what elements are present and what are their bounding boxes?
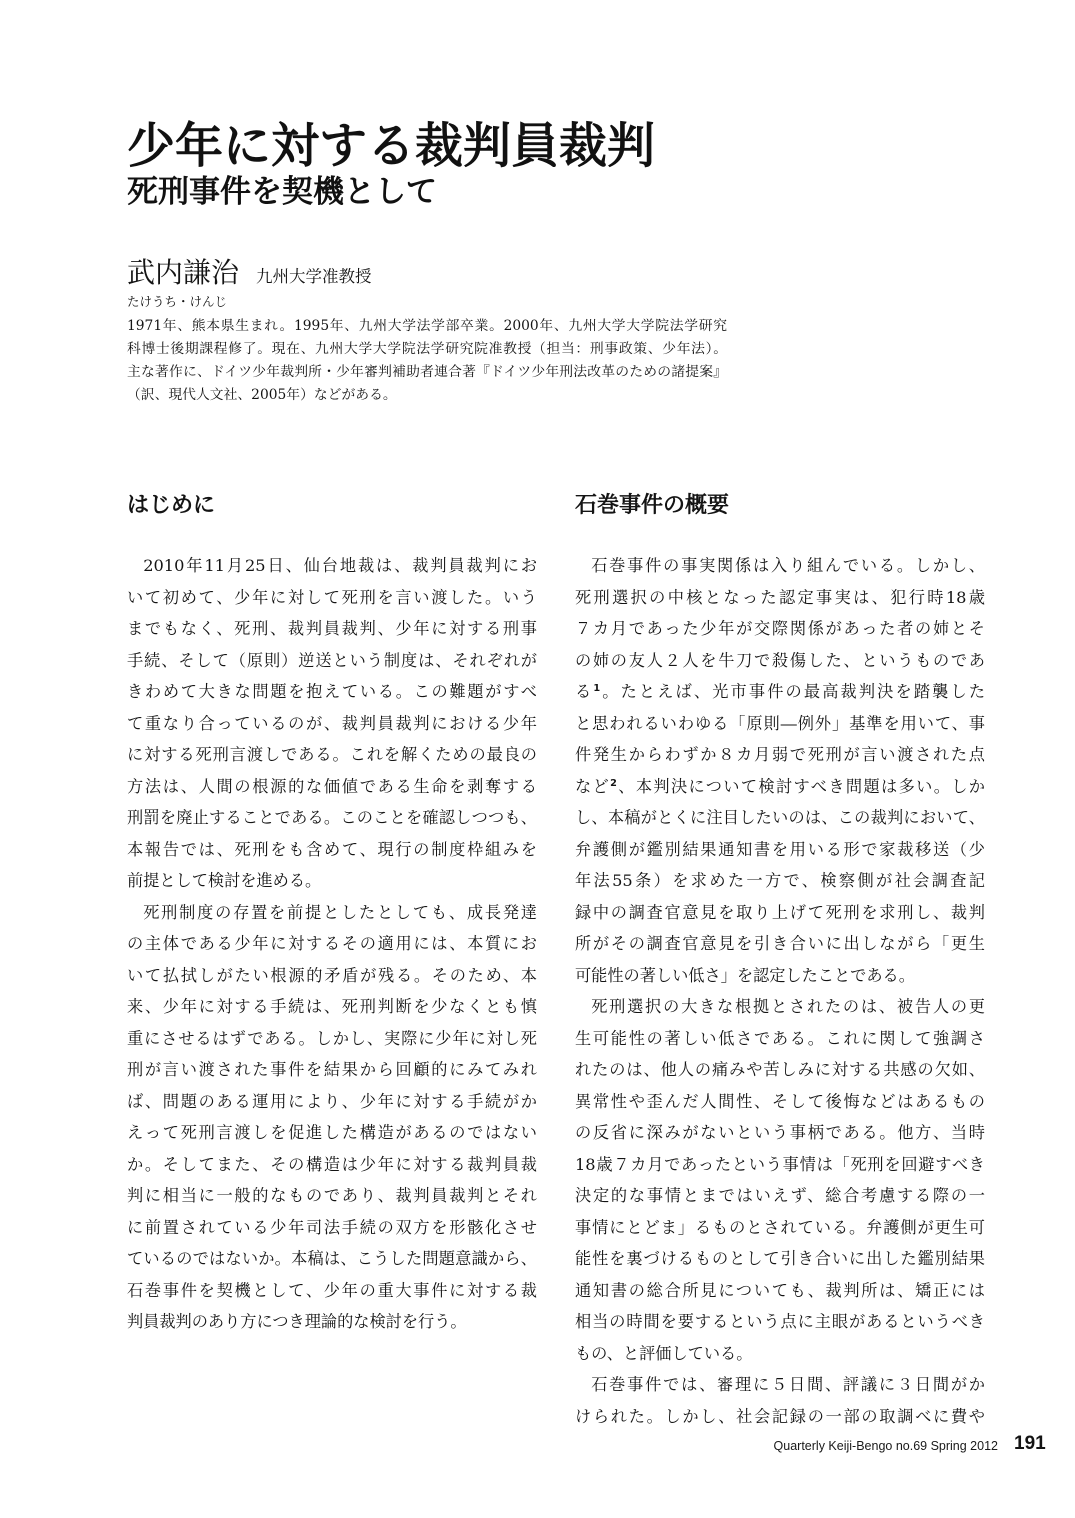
body-line: に前置されている少年司法手続の双方を形骸化させ (127, 1217, 537, 1237)
body-line (575, 771, 985, 803)
article-subtitle: 死刑事件を契機として (127, 174, 437, 210)
line-text: など (575, 776, 611, 796)
body-line: 可能性の著しい低さ」を認定したことである。 (575, 965, 915, 985)
body-line: 判員裁判のあり方につき理論的な検討を行う。 (127, 1312, 467, 1331)
body-line: 2010年11月25日、仙台地裁は、裁判員裁判にお (143, 556, 537, 575)
body-line: 異常性や歪んだ人間性、そして後悔などはあるもの (575, 1091, 985, 1111)
body-line: 通知書の総合所見についても、裁判所は、矯正には (575, 1280, 985, 1300)
body-line: 能性を裏づけるものとして引き合いに出した鑑別結果 (575, 1249, 985, 1268)
body-line: 刑罰を廃止することである。このことを確認しつつも、 (127, 808, 537, 827)
section-heading-introduction: はじめに (127, 492, 216, 518)
body-line: 石巻事件では、審理に５日間、評議に３日間がか (591, 1375, 985, 1394)
author-byline (127, 256, 372, 290)
body-line: れたのは、他人の痛みや苦しみに対する共感の欠如、 (575, 1060, 985, 1079)
body-line: 死刑制度の存置を前提としたとしても、成長発達 (143, 902, 537, 922)
body-line: 生可能性の著しい低さである。これに関して強調さ (575, 1028, 985, 1048)
body-line: 方法は、人間の根源的な価値である生命を剥奪する (127, 776, 537, 796)
body-line: 18歳７カ月であったという事情は「死刑を回避すべき (575, 1154, 985, 1174)
bio-line: （訳、現代人文社、2005年）などがある。 (127, 387, 397, 403)
bio-line: 科博士後期課程修了。現在、九州大学大学院法学研究院准教授（担当：刑事政策、少年法）。 (127, 341, 727, 357)
body-line: て重なり合っているのが、裁判員裁判における少年 (127, 713, 537, 733)
body-line: 弁護側が鑑別結果通知書を用いる形で家裁移送（少 (575, 839, 985, 859)
body-line: 相当の時間を要するという点に主眼があるというべき (575, 1312, 985, 1331)
page-number: 191 (1014, 1433, 1046, 1454)
footnote-marker: 2 (610, 777, 617, 789)
body-line: 石巻事件を契機として、少年の重大事件に対する裁 (127, 1280, 537, 1300)
body-line: か。そしてまた、その構造は少年に対する裁判員裁 (127, 1154, 537, 1174)
bio-line: 主な著作に、ドイツ少年裁判所・少年審判補助者連合著『ドイツ少年刑法改革のための諸提案』 (127, 364, 727, 380)
left-column-text (127, 550, 537, 1338)
author-name-reading: たけうち・けんじ (127, 294, 228, 309)
right-column-text (575, 550, 985, 1432)
body-line: 前提として検討を進める。 (127, 871, 322, 890)
body-line: の反省に深みがないという事柄である。他方、当時 (575, 1123, 985, 1142)
author-affiliation: 九州大学准教授 (256, 267, 372, 286)
body-line: えって死刑言渡しを促進した構造があるのではない (127, 1123, 537, 1142)
body-line: 刑が言い渡された事件を結果から回顧的にみてみれ (127, 1060, 537, 1079)
line-text: 、本判決について検討すべき問題は多い。しか (616, 776, 985, 796)
body-line: 来、少年に対する手続は、死刑判断を少なくとも慎 (127, 997, 537, 1016)
body-line: きわめて大きな問題を抱えている。この難題がすべ (127, 682, 537, 701)
body-line: 録中の調査官意見を取り上げて死刑を求刑し、裁判 (575, 902, 985, 922)
body-line: 死刑選択の大きな根拠とされたのは、被告人の更 (591, 997, 985, 1016)
body-line: 年法55条）を求めた一方で、検察側が社会調査記 (575, 871, 985, 890)
body-line: 重にさせるはずである。しかし、実際に少年に対し死 (127, 1028, 537, 1048)
line-text: る (575, 682, 594, 701)
body-line: 石巻事件の事実関係は入り組んでいる。しかし、 (591, 556, 985, 575)
line-text: 。たとえば、光市事件の最高裁判決を踏襲した (600, 682, 986, 701)
footnote-marker: 1 (593, 683, 601, 695)
body-line: けられた。しかし、社会記録の一部の取調べに費や (575, 1406, 985, 1426)
bio-line: 1971年、熊本県生まれ。1995年、九州大学法学部卒業。2000年、九州大学大学院法学研究 (127, 318, 727, 334)
body-line: ば、問題のある運用により、少年に対する手続がか (127, 1091, 537, 1111)
author-name: 武内謙治 (127, 256, 240, 289)
body-line: 死刑選択の中核となった認定事実は、犯行時18歳 (575, 587, 985, 607)
body-line: までもなく、死刑、裁判員裁判、少年に対する刑事 (127, 619, 537, 638)
body-line: ７カ月であった少年が交際関係があった者の姉とそ (575, 619, 985, 638)
body-line: ているのではないか。本稿は、こうした問題意識から、 (127, 1249, 537, 1268)
body-line: の姉の友人２人を牛刀で殺傷した、というものであ (575, 650, 985, 670)
body-line: 所がその調査官意見を引き合いに出しながら「更生 (575, 934, 985, 953)
body-line: 決定的な事情とまではいえず、総合考慮する際の一 (575, 1186, 985, 1205)
body-line: 件発生からわずか８カ月弱で死刑が言い渡された点 (575, 745, 985, 764)
body-line: いて初めて、少年に対して死刑を言い渡した。いう (127, 587, 537, 607)
body-line: もの、と評価している。 (575, 1343, 753, 1363)
body-line: と思われるいわゆる「原則―例外」基準を用いて、事 (575, 713, 985, 733)
body-line: 判に相当に一般的なものであり、裁判員裁判とそれ (127, 1186, 537, 1205)
journal-issue-label: Quarterly Keiji-Bengo no.69 Spring 2012 (773, 1439, 998, 1453)
section-heading-case-overview: 石巻事件の概要 (575, 492, 730, 518)
author-bio (127, 315, 727, 407)
article-title: 少年に対する裁判員裁判 (127, 118, 656, 174)
body-line (575, 676, 985, 708)
body-line: いて払拭しがたい根源的矛盾が残る。そのため、本 (127, 965, 537, 985)
body-line: の主体である少年に対するその適用には、本質にお (127, 934, 537, 953)
body-line: 手続、そして（原則）逆送という制度は、それぞれが (127, 650, 537, 670)
body-line: 本報告では、死刑をも含めて、現行の制度枠組みを (127, 839, 537, 859)
body-line: 事情にとどま」るものとされている。弁護側が更生可 (575, 1217, 985, 1237)
body-line: に対する死刑言渡しである。これを解くための最良の (127, 745, 537, 764)
body-line: し、本稿がとくに注目したいのは、この裁判において、 (575, 808, 985, 827)
